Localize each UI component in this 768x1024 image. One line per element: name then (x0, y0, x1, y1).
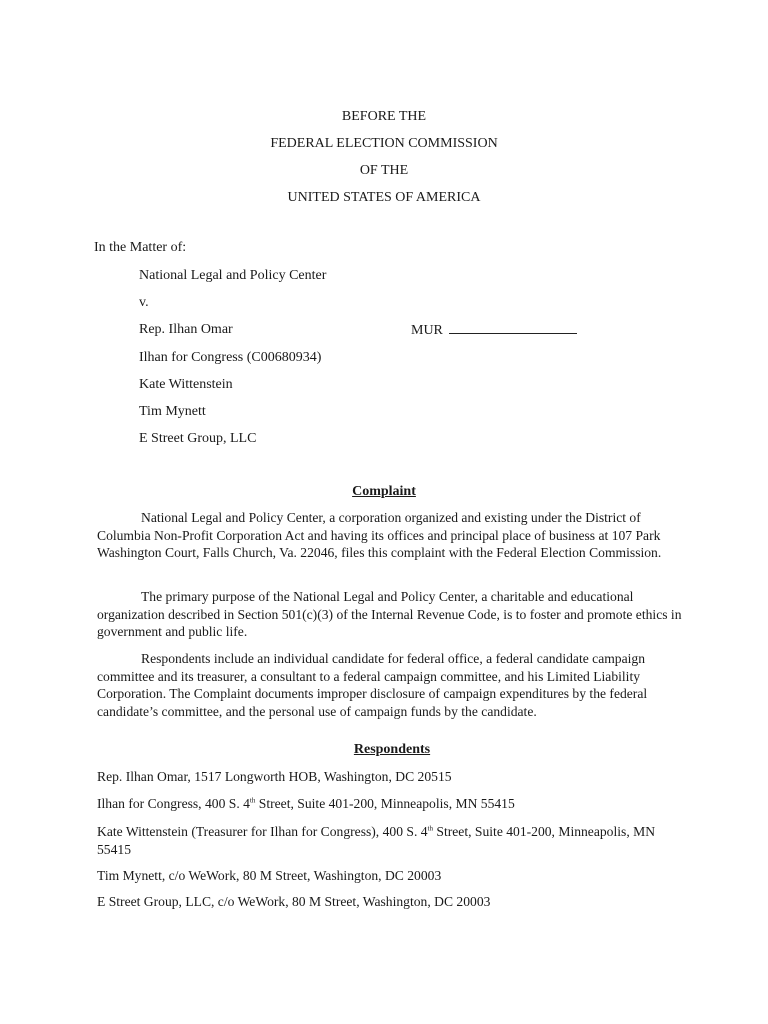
caption-line-4: UNITED STATES OF AMERICA (287, 190, 481, 205)
caption-line-3: OF THE (359, 163, 409, 178)
case-caption (0, 108, 768, 216)
paragraph-1-text: National Legal and Policy Center, a corporation organized and existing under the District of Columbia Non-Profit Corporation Act and having its offices and principal place of business at 107 Park Washington Court, Falls Church, Va. 22046, files this complaint with the Federal Election Commission. (97, 510, 662, 560)
respondent-2-part-a: Ilhan for Congress, 400 S. 4 (97, 796, 250, 811)
party-respondent-2: Ilhan for Congress (C00680934) (139, 349, 322, 365)
respondent-3 (97, 823, 687, 858)
caption-line-2: FEDERAL ELECTION COMMISSION (270, 136, 498, 151)
respondent-3-part-b: Street, Suite 401-200, Minneapolis, MN 55415 (97, 824, 656, 857)
respondent-3-part-a: Kate Wittenstein (Treasurer for Ilhan for Congress), 400 S. 4 (97, 824, 428, 839)
paragraph-3-text: Respondents include an individual candidate for federal office, a federal candidate campaign committee and its treasurer, a consultant to a federal campaign committee, and his Limited Liability Corporation. The Complaint documents improper disclosure of campaign expenditures by the federal candidate’s committee, and the personal use of campaign funds by the candidate. (97, 651, 648, 719)
party-versus: v. (139, 295, 149, 311)
paragraph-2-text: The primary purpose of the National Legal and Policy Center, a charitable and educational organization described in Section 501(c)(3) of the Internal Revenue Code, is to foster and promote ethics in government and public life. (97, 589, 682, 639)
respondent-2-part-b: Street, Suite 401-200, Minneapolis, MN 55415 (255, 796, 515, 811)
party-respondent-4: Tim Mynett (139, 403, 206, 419)
respondent-1: Rep. Ilhan Omar, 1517 Longworth HOB, Washington, DC 20515 (97, 769, 452, 784)
party-respondent-1: Rep. Ilhan Omar (139, 322, 233, 338)
respondents-heading: Respondents (353, 742, 431, 757)
respondent-4: Tim Mynett, c/o WeWork, 80 M Street, Washington, DC 20003 (97, 868, 442, 883)
party-respondent-5: E Street Group, LLC (139, 431, 257, 447)
mur-field (411, 321, 577, 339)
paragraph-3 (97, 650, 685, 720)
respondent-2 (97, 795, 687, 813)
mur-blank-line (449, 321, 577, 334)
party-respondent-3: Kate Wittenstein (139, 376, 233, 392)
party-complainant: National Legal and Policy Center (139, 268, 327, 283)
mur-label: MUR (411, 323, 443, 338)
paragraph-1 (97, 509, 685, 562)
matter-label: In the Matter of: (94, 240, 187, 255)
complaint-heading: Complaint (352, 484, 416, 499)
ordinal-suffix: th (249, 796, 256, 805)
party-list (139, 267, 326, 457)
respondent-5: E Street Group, LLC, c/o WeWork, 80 M Street, Washington, DC 20003 (97, 894, 491, 909)
caption-line-1: BEFORE THE (341, 109, 427, 124)
ordinal-suffix: th (427, 824, 433, 833)
paragraph-2 (97, 588, 685, 641)
